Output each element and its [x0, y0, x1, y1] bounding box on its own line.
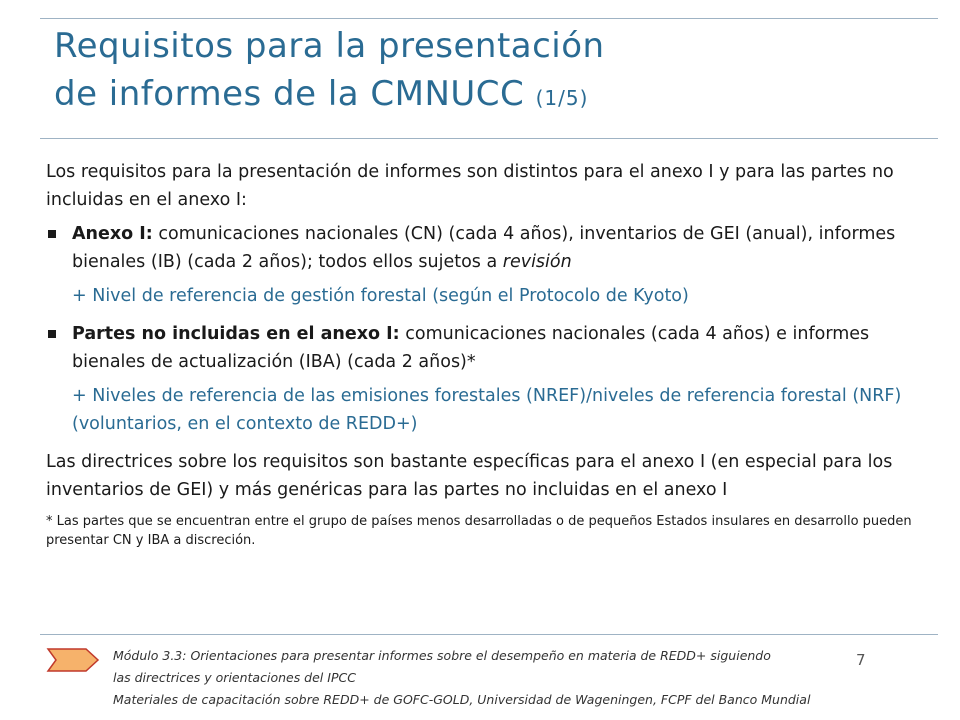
bullet-sub-non-annex-i: + Niveles de referencia de las emisiones forestales (NREF)/niveles de referencia forestal (NRF) (voluntarios, en el contexto de REDD+)	[72, 386, 902, 434]
bullet-text: comunicaciones nacionales (CN) (cada 4 años), inventarios de GEI (anual), informes bienales (IB) (cada 2 años); todos ellos sujetos a	[72, 224, 896, 272]
footer-line-3: Materiales de capacitación sobre REDD+ de GOFC-GOLD, Universidad de Wageningen, FCPF del Banco Mundial	[113, 692, 811, 707]
bullet-label: Partes no incluidas en el anexo I:	[72, 324, 400, 344]
arrow-icon	[46, 647, 100, 673]
footer-rule	[40, 634, 938, 635]
footer-credits	[113, 645, 903, 711]
footnote: * Las partes que se encuentran entre el grupo de países menos desarrolladas o de pequeños Estados insulares en desarrollo pueden presentar CN y IBA a discreción.	[46, 514, 912, 548]
bullet-annex-i	[46, 220, 946, 276]
bullet-square-icon	[48, 230, 56, 238]
bullet-emphasis: revisión	[502, 252, 572, 272]
title-line-2-text: de informes de la CMNUCC	[54, 74, 525, 114]
intro-paragraph: Los requisitos para la presentación de informes son distintos para el anexo I y para las partes no incluidas en el anexo I:	[46, 162, 894, 210]
footer-line-2: las directrices y orientaciones del IPCC	[113, 670, 356, 685]
title-line-1: Requisitos para la presentación	[54, 26, 605, 66]
bullet-non-annex-i	[46, 320, 946, 376]
bullet-text: comunicaciones nacionales (cada 4 años) e informes bienales de actualización (IBA) (cada 2 años)*	[72, 324, 870, 372]
bullet-square-icon	[48, 330, 56, 338]
bullet-sub-annex-i: + Nivel de referencia de gestión forestal (según el Protocolo de Kyoto)	[72, 286, 689, 306]
closing-paragraph: Las directrices sobre los requisitos son bastante específicas para el anexo I (en especial para los inventarios de GEI) y más genéricas para las partes no incluidas en el anexo I	[46, 452, 893, 500]
slide-body	[46, 158, 946, 550]
slide-title	[54, 22, 914, 122]
title-line-2	[54, 70, 914, 122]
slide-counter: (1/5)	[535, 86, 589, 110]
bullet-label: Anexo I:	[72, 224, 153, 244]
page-number: 7	[856, 651, 866, 669]
title-underline	[40, 138, 938, 139]
top-rule	[40, 18, 938, 19]
footer-line-1: Módulo 3.3: Orientaciones para presentar informes sobre el desempeño en materia de REDD+ siguiendo	[113, 648, 771, 663]
